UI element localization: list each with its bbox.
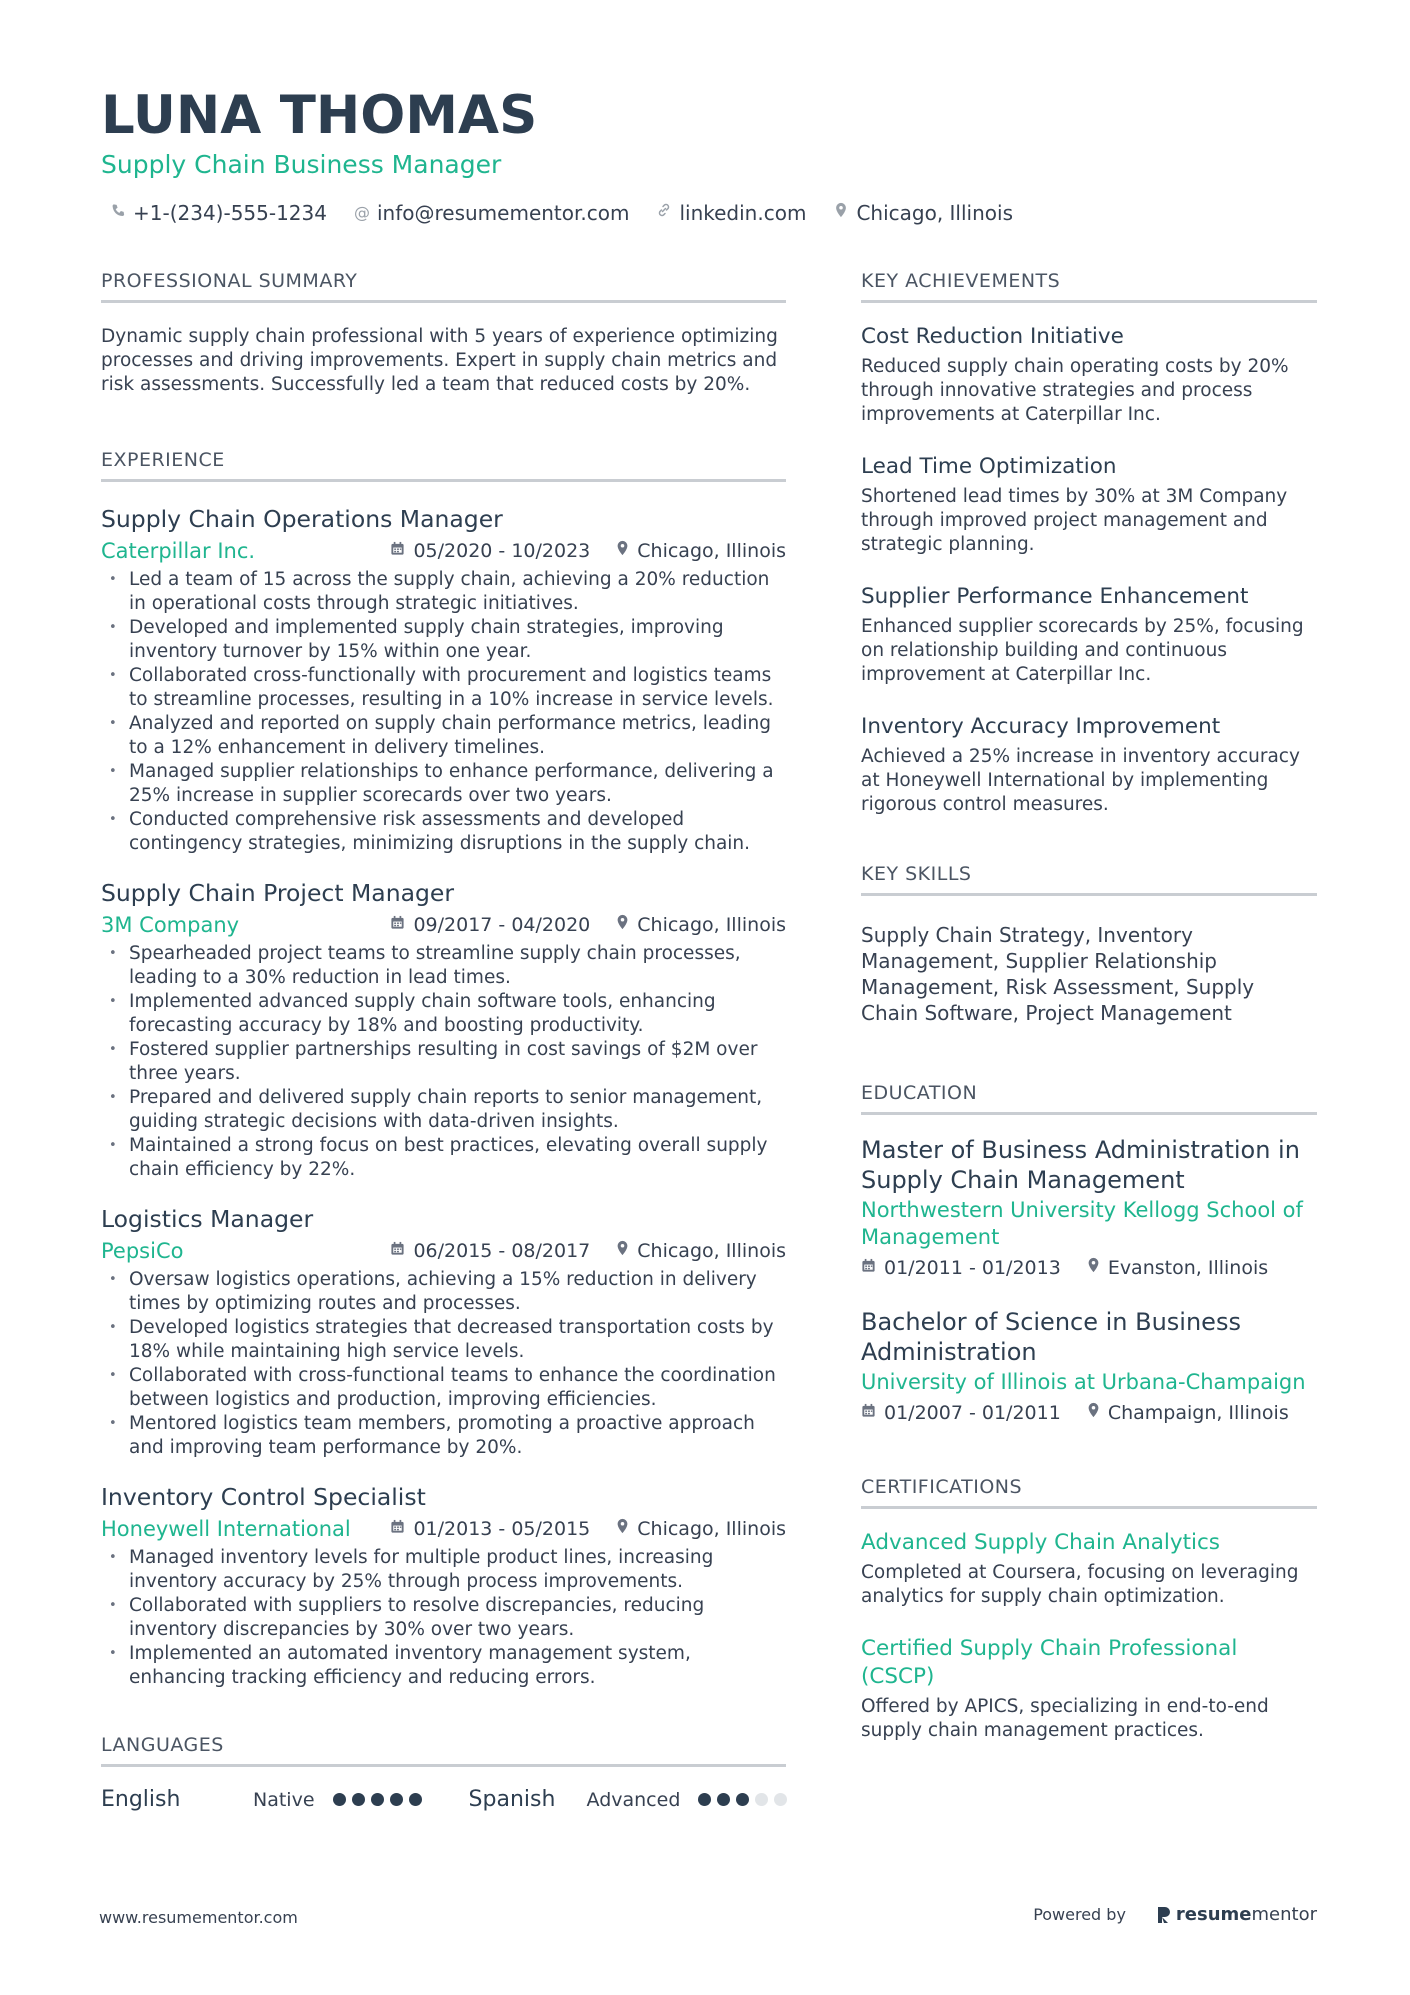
calendar-icon	[390, 912, 405, 938]
left-column	[101, 268, 786, 1812]
rating-dot-filled	[333, 1793, 346, 1806]
rating-dot-empty	[774, 1793, 787, 1806]
right-column	[861, 268, 1317, 1743]
linkedin-text[interactable]: linkedin.com	[679, 201, 807, 225]
footer-powered	[1033, 1904, 1317, 1925]
bullet-item: • Mentored logistics team members, promoting a proactive approach and improving team performance by 20%.	[101, 1412, 786, 1460]
achievement-item	[861, 323, 1317, 427]
job-meta	[101, 1516, 786, 1542]
contact-location	[832, 200, 1013, 226]
certification-desc: Completed at Coursera, focusing on leveraging analytics for supply chain optimization.	[861, 1562, 1299, 1607]
education-meta	[861, 1400, 1317, 1426]
certifications-list	[861, 1529, 1317, 1743]
education-list	[861, 1135, 1317, 1426]
rating-dot-filled	[409, 1793, 422, 1806]
language-name: English	[101, 1787, 181, 1812]
phone-icon	[109, 200, 127, 226]
experience-list	[101, 504, 786, 1690]
language-rating	[698, 1793, 793, 1806]
bullet-item: • Collaborated cross-functionally with procurement and logistics teams to streamline processes, resulting in a 10% increase in service levels.	[101, 664, 786, 712]
rating-dot-filled	[371, 1793, 384, 1806]
company-name: PepsiCo	[101, 1239, 184, 1263]
achievement-item	[861, 453, 1317, 557]
language-item	[101, 1787, 428, 1812]
location-pin-icon	[832, 200, 850, 226]
location-pin-icon	[616, 1516, 629, 1542]
job-dates-location	[390, 538, 786, 564]
education-item	[861, 1307, 1317, 1426]
skills-heading: KEY SKILLS	[861, 861, 1317, 896]
bullet-item: • Managed inventory levels for multiple product lines, increasing inventory accuracy by 25% through process improvements.	[101, 1546, 786, 1594]
job-location: Chicago, Illinois	[637, 914, 786, 936]
achievement-desc: Shortened lead times by 30% at 3M Company through improved project management and strategic planning.	[861, 486, 1288, 555]
phone-text: +1-(234)-555-1234	[133, 201, 327, 225]
job-dates-location	[390, 1238, 786, 1264]
experience-item	[101, 504, 786, 856]
location-pin-icon	[1087, 1400, 1100, 1426]
job-bullets	[101, 942, 786, 1182]
candidate-name: LUNA THOMAS	[101, 85, 538, 146]
job-title: Logistics Manager	[101, 1205, 314, 1233]
bullet-item: • Fostered supplier partnerships resulting in cost savings of $2M over three years.	[101, 1038, 786, 1086]
footer-website[interactable]: www.resumementor.com	[99, 1908, 298, 1927]
language-level: Native	[253, 1788, 315, 1811]
at-icon: @	[353, 203, 370, 222]
experience-item	[101, 1482, 786, 1690]
achievement-desc: Reduced supply chain operating costs by 20% through innovative strategies and process improvements at Caterpillar Inc.	[861, 356, 1289, 425]
job-dates: 05/2020 - 10/2023	[413, 540, 591, 562]
summary-text: Dynamic supply chain professional with 5 years of experience optimizing processes and driving improvements. Expert in supply chain metrics and risk assessments. Successfully led a team that reduced costs by 20%.	[101, 326, 778, 395]
certifications-heading: CERTIFICATIONS	[861, 1474, 1317, 1509]
achievement-title: Cost Reduction Initiative	[861, 324, 1124, 349]
education-location: Champaign, Illinois	[1107, 1402, 1289, 1424]
rating-dot-filled	[736, 1793, 749, 1806]
certification-desc: Offered by APICS, specializing in end-to-end supply chain management practices.	[861, 1696, 1269, 1741]
calendar-icon	[390, 1238, 405, 1264]
languages-heading: LANGUAGES	[101, 1732, 786, 1767]
job-dates: 01/2013 - 05/2015	[413, 1518, 591, 1540]
job-location: Chicago, Illinois	[637, 1518, 786, 1540]
language-name: Spanish	[468, 1787, 556, 1812]
bullet-item: • Spearheaded project teams to streamline supply chain processes, leading to a 30% reduction in lead times.	[101, 942, 786, 990]
education-meta	[861, 1255, 1317, 1281]
job-title: Supply Chain Project Manager	[101, 879, 455, 907]
job-meta	[101, 1238, 786, 1264]
education-item	[861, 1135, 1317, 1281]
location-pin-icon	[1087, 1255, 1100, 1281]
rating-dot-filled	[352, 1793, 365, 1806]
job-dates-location	[390, 1516, 786, 1542]
rating-dot-filled	[698, 1793, 711, 1806]
company-name: 3M Company	[101, 913, 240, 937]
languages-list	[101, 1787, 786, 1812]
job-dates: 09/2017 - 04/2020	[413, 914, 591, 936]
education-dates: 01/2011 - 01/2013	[884, 1257, 1061, 1279]
contact-linkedin[interactable]	[655, 200, 806, 226]
brand-logo[interactable]	[1156, 1904, 1317, 1925]
brand-light: mentor	[1251, 1904, 1317, 1925]
certification-title: Advanced Supply Chain Analytics	[861, 1530, 1221, 1555]
calendar-icon	[390, 538, 405, 564]
bullet-item: • Led a team of 15 across the supply chain, achieving a 20% reduction in operational costs through strategic initiatives.	[101, 568, 786, 616]
bullet-item: • Conducted comprehensive risk assessments and developed contingency strategies, minimizing disruptions in the supply chain.	[101, 808, 786, 856]
achievement-desc: Achieved a 25% increase in inventory accuracy at Honeywell International by implementing rigorous control measures.	[861, 746, 1300, 815]
bullet-item: • Implemented an automated inventory management system, enhancing tracking efficiency and reducing errors.	[101, 1642, 786, 1690]
achievement-title: Supplier Performance Enhancement	[861, 584, 1249, 609]
job-title: Inventory Control Specialist	[101, 1483, 426, 1511]
job-location: Chicago, Illinois	[637, 540, 786, 562]
school-name: University of Illinois at Urbana-Champaign	[861, 1370, 1306, 1394]
achievement-title: Lead Time Optimization	[861, 454, 1117, 479]
school-name: Northwestern University Kellogg School of Management	[861, 1198, 1303, 1249]
certification-title: Certified Supply Chain Professional (CSCP)	[861, 1636, 1238, 1689]
job-bullets	[101, 1268, 786, 1460]
brand-mark-icon	[1156, 1905, 1172, 1925]
rating-dot-empty	[755, 1793, 768, 1806]
bullet-item: • Developed logistics strategies that decreased transportation costs by 18% while maintaining high service levels.	[101, 1316, 786, 1364]
education-heading: EDUCATION	[861, 1080, 1317, 1115]
calendar-icon	[861, 1255, 876, 1281]
bullet-item: • Implemented advanced supply chain software tools, enhancing forecasting accuracy by 18% and boosting productivity.	[101, 990, 786, 1038]
language-level: Advanced	[586, 1788, 681, 1811]
certification-item	[861, 1635, 1317, 1743]
bullet-item: • Prepared and delivered supply chain reports to senior management, guiding strategic decisions with data-driven insights.	[101, 1086, 786, 1134]
experience-item	[101, 1204, 786, 1460]
education-dates: 01/2007 - 01/2011	[884, 1402, 1061, 1424]
job-meta	[101, 912, 786, 938]
calendar-icon	[390, 1516, 405, 1542]
experience-item	[101, 878, 786, 1182]
location-text: Chicago, Illinois	[856, 201, 1013, 225]
bullet-item: • Maintained a strong focus on best practices, elevating overall supply chain efficiency by 22%.	[101, 1134, 786, 1182]
certification-item	[861, 1529, 1317, 1609]
job-dates-location	[390, 912, 786, 938]
bullet-item: • Managed supplier relationships to enhance performance, delivering a 25% increase in supplier scorecards over two years.	[101, 760, 786, 808]
bullet-item: • Collaborated with cross-functional teams to enhance the coordination between logistics and production, improving efficiencies.	[101, 1364, 786, 1412]
degree: Master of Business Administration in Supply Chain Management	[861, 1136, 1300, 1194]
job-title: Supply Chain Operations Manager	[101, 505, 503, 533]
job-dates: 06/2015 - 08/2017	[413, 1240, 591, 1262]
location-pin-icon	[616, 1238, 629, 1264]
powered-by-text: Powered by	[1033, 1905, 1126, 1924]
language-item	[469, 1787, 794, 1812]
achievements-heading: KEY ACHIEVEMENTS	[861, 268, 1317, 303]
link-icon	[655, 200, 673, 226]
bullet-item: • Collaborated with suppliers to resolve discrepancies, reducing inventory discrepancies by 30% over two years.	[101, 1594, 786, 1642]
achievement-item	[861, 583, 1317, 687]
bullet-item: • Analyzed and reported on supply chain performance metrics, leading to a 12% enhancement in delivery timelines.	[101, 712, 786, 760]
location-pin-icon	[616, 538, 629, 564]
job-meta	[101, 538, 786, 564]
achievement-desc: Enhanced supplier scorecards by 25%, focusing on relationship building and continuous improvement at Caterpillar Inc.	[861, 616, 1304, 685]
contact-phone	[109, 200, 327, 226]
rating-dot-filled	[717, 1793, 730, 1806]
experience-heading: EXPERIENCE	[101, 447, 786, 482]
achievement-title: Inventory Accuracy Improvement	[861, 714, 1221, 739]
brand-bold: resume	[1175, 1904, 1252, 1925]
job-bullets	[101, 1546, 786, 1690]
language-rating	[333, 1793, 428, 1806]
bullet-item: • Oversaw logistics operations, achieving a 15% reduction in delivery times by optimizing routes and processes.	[101, 1268, 786, 1316]
degree: Bachelor of Science in Business Administration	[861, 1308, 1241, 1366]
education-location: Evanston, Illinois	[1107, 1257, 1269, 1279]
skills-text: Supply Chain Strategy, Inventory Management, Supplier Relationship Management, Risk Assessment, Supply Chain Software, Project Management	[861, 923, 1255, 1025]
company-name: Caterpillar Inc.	[101, 539, 256, 563]
summary-heading: PROFESSIONAL SUMMARY	[101, 268, 786, 303]
job-bullets	[101, 568, 786, 856]
job-location: Chicago, Illinois	[637, 1240, 786, 1262]
bullet-item: • Developed and implemented supply chain strategies, improving inventory turnover by 15% within one year.	[101, 616, 786, 664]
candidate-title: Supply Chain Business Manager	[101, 150, 502, 179]
company-name: Honeywell International	[101, 1517, 351, 1541]
rating-dot-filled	[390, 1793, 403, 1806]
contact-email[interactable]	[353, 200, 629, 226]
calendar-icon	[861, 1400, 876, 1426]
email-text[interactable]: info@resumementor.com	[376, 201, 630, 225]
location-pin-icon	[616, 912, 629, 938]
achievements-list	[861, 323, 1317, 817]
achievement-item	[861, 713, 1317, 817]
contact-bar	[109, 200, 1039, 226]
